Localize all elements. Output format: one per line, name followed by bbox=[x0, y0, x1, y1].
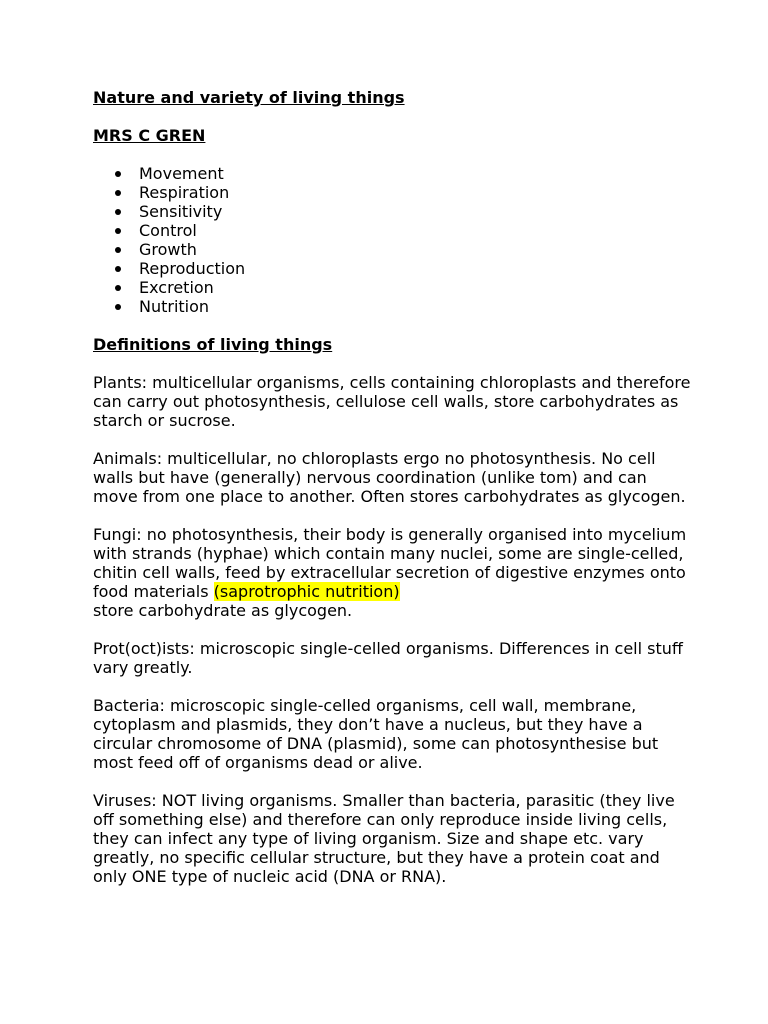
bullet-icon bbox=[115, 190, 121, 196]
document-title: Nature and variety of living things bbox=[93, 88, 405, 107]
author-name: MRS C GREN bbox=[93, 126, 206, 145]
bullet-icon bbox=[115, 247, 121, 253]
definition-protoctists: Prot(oct)ists: microscopic single-celled organisms. Differences in cell stuff vary greatly. bbox=[93, 639, 683, 677]
document-page bbox=[93, 88, 693, 886]
bullet-icon bbox=[115, 171, 121, 177]
definitions-heading: Definitions of living things bbox=[93, 335, 333, 354]
definition-bacteria: Bacteria: microscopic single-celled organisms, cell wall, membrane, cytoplasm and plasmids, they don’t have a nucleus, but they have a circular chromosome of DNA (plasmid), some can photosynthesise but most feed off of organisms dead or alive. bbox=[93, 696, 659, 772]
highlighted-text: (saprotrophic nutrition) bbox=[213, 582, 400, 601]
list-item: Respiration bbox=[93, 183, 693, 202]
definition-fungi bbox=[93, 525, 693, 620]
characteristics-list bbox=[93, 164, 693, 316]
bullet-icon bbox=[115, 285, 121, 291]
definition-viruses: Viruses: NOT living organisms. Smaller than bacteria, parasitic (they live off something else) and therefore can only reproduce inside living cells, they can infect any type of living organism. Size and shape etc. vary greatly, no specific cellular structure, but they have a protein coat and only ONE type of nucleic acid (DNA or RNA). bbox=[93, 791, 675, 886]
bullet-icon bbox=[115, 266, 121, 272]
list-item: Sensitivity bbox=[93, 202, 693, 221]
definition-animals: Animals: multicellular, no chloroplasts ergo no photosynthesis. No cell walls but have (generally) nervous coordination (unlike tom) and can move from one place to another. Often stores carbohydrates as glycogen. bbox=[93, 449, 686, 506]
bullet-icon bbox=[115, 209, 121, 215]
list-item: Reproduction bbox=[93, 259, 693, 278]
fungi-text: Fungi: no photosynthesis, their body is generally organised into mycelium with strands (hyphae) which contain many nuclei, some are single-celled, chitin cell walls, feed by extracellular secretion of digestive enzymes onto food materials bbox=[93, 525, 687, 601]
bullet-icon bbox=[115, 304, 121, 310]
definition-plants: Plants: multicellular organisms, cells containing chloroplasts and therefore can carry out photosynthesis, cellulose cell walls, store carbohydrates as starch or sucrose. bbox=[93, 373, 691, 430]
list-item: Growth bbox=[93, 240, 693, 259]
list-item: Nutrition bbox=[93, 297, 693, 316]
list-item: Excretion bbox=[93, 278, 693, 297]
fungi-text-end: store carbohydrate as glycogen. bbox=[93, 601, 353, 620]
list-item: Movement bbox=[93, 164, 693, 183]
list-item: Control bbox=[93, 221, 693, 240]
bullet-icon bbox=[115, 228, 121, 234]
